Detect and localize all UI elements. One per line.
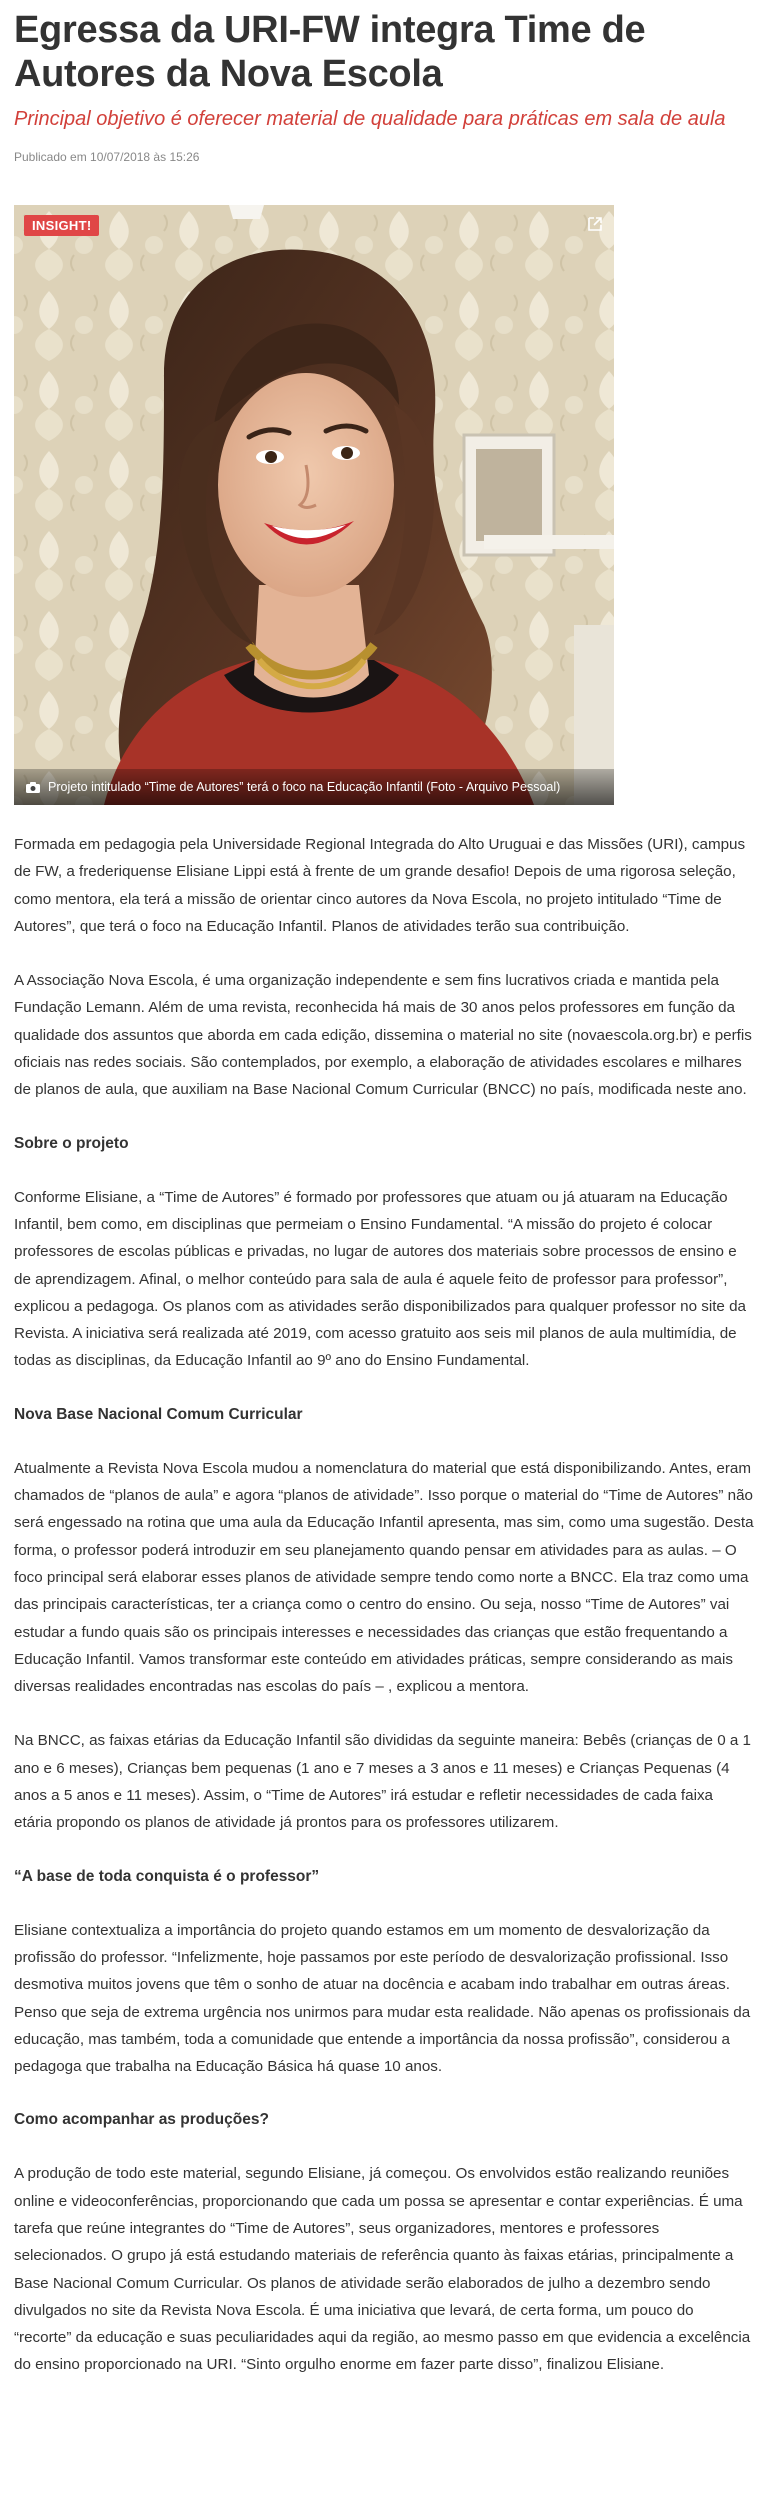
section-heading: Nova Base Nacional Comum Curricular [14, 1405, 303, 1423]
insight-badge: INSIGHT! [24, 215, 99, 236]
publish-date: Publicado em 10/07/2018 às 15:26 [14, 150, 200, 164]
portrait-illustration [14, 205, 614, 805]
section-heading: Como acompanhar as produções? [14, 2111, 269, 2129]
camera-icon [26, 782, 40, 793]
section-heading: Sobre o projeto [14, 1134, 129, 1152]
paragraph: Na BNCC, as faixas etárias da Educação Infantil são divididas da seguinte maneira: Bebês (crianças de 0 a 1 ano e 6 meses), Crianças bem pequenas (1 ano e 7 meses a 3 anos e 11 meses) e Crianças Pequenas (4 anos a 5 anos e 11 meses). Assim, o “Time de Autores” irá estudar e refletir necessidades de cada faixa etária propondo os planos de atividade já prontos para os professores utilizarem. [14, 1732, 752, 1832]
paragraph: Elisiane contextualiza a importância do projeto quando estamos em um momento de desvalorização da profissão do professor. “Infelizmente, hoje passamos por este período de desvalorização profissional. Isso desmotiva muitos jovens que têm o sonho de atuar na docência e acabam indo trabalhar em outras áreas. Penso que seja de extrema urgência nos unirmos para mudar esta realidade. Não apenas os profissionais da educação, mas também, toda a comunidade que entende a importância da nossa profissão”, considerou a pedagoga que trabalha na Educação Básica há quase 10 anos. [14, 1921, 751, 2076]
paragraph: A produção de todo este material, segundo Elisiane, já começou. Os envolvidos estão realizando reuniões online e videoconferências, proporcionando que cada um possa se apresentar e contar experiências. É uma tarefa que reúne integrantes do “Time de Autores”, seus organizadores, mentores e professores selecionados. O grupo já está estudando materiais de referência quanto às faixas etárias, principalmente a Base Nacional Comum Curricular. Os planos de atividade serão elaborados de julho a dezembro sendo divulgados no site da Revista Nova Escola. É uma iniciativa que levará, de certa forma, um pouco do “recorte” da educação e suas peculiaridades aqui da região, ao mesmo passo em que evidencia a excelência do ensino proporcionado na URI. “Sinto orgulho enorme em fazer parte disso”, finalizou Elisiane. [14, 2165, 751, 2374]
section-heading: “A base de toda conquista é o professor” [14, 1867, 320, 1885]
paragraph: Atualmente a Revista Nova Escola mudou a nomenclatura do material que está disponibilizando. Antes, eram chamados de “planos de aula” e agora “planos de atividade”. Isso porque o material do “Time de Autores” não será engessado na rotina que uma aula da Educação Infantil apresenta, mas sim, como uma sugestão. Desta forma, o professor poderá introduzir em seu planejamento quando pensar em atividades para as aulas. – O foco principal será elaborar esses planos de atividade sempre tendo como norte a BNCC. Ela traz como uma das principais características, ter a criança como o centro do ensino. Ou seja, nosso “Time de Autores” vai estudar a fundo quais são os principais interesses e necessidades das crianças que estão frequentando a Educação Infantil. Vamos transformar este conteúdo em atividades práticas, sempre considerando as mais diversas realidades encontradas nas escolas do país – , explicou a mentora. [14, 1459, 754, 1696]
paragraph: Formada em pedagogia pela Universidade Regional Integrada do Alto Uruguai e das Missões (URI), campus de FW, a frederiquense Elisiane Lippi está à frente de um grande desafio! Depois de uma rigorosa seleção, como mentora, ela terá a missão de orientar cinco autores da Nova Escola, no projeto intitulado “Time de Autores”, que terá o foco na Educação Infantil. Planos de atividades terão sua contribuição. [14, 836, 746, 935]
photo-caption-bar [14, 769, 614, 805]
article-body [14, 831, 754, 2379]
paragraph: Conforme Elisiane, a “Time de Autores” é formado por professores que atuam ou já atuaram na Educação Infantil, bem como, em disciplinas que permeiam o Ensino Fundamental. “A missão do projeto é colocar professores de escolas públicas e privadas, no lugar de autores dos materiais sobre processos de ensino e de aprendizagem. Afinal, o melhor conteúdo para sala de aula é aquele feito de professor para professor”, explicou a pedagoga. Os planos com as atividades serão disponibilizados para qualquer professor no site da Revista. A iniciativa será realizada até 2019, com acesso gratuito aos seis mil planos de aula multimídia, de todas as disciplinas, da Educação Infantil ao 9º ano do Ensino Fundamental. [14, 1188, 746, 1370]
photo-caption: Projeto intitulado “Time de Autores” terá o foco na Educação Infantil (Foto - Arquivo Pessoal) [48, 780, 561, 794]
article-page [0, 8, 766, 2379]
article-subtitle: Principal objetivo é oferecer material de qualidade para práticas em sala de aula [14, 108, 726, 130]
expand-icon[interactable] [586, 215, 604, 233]
article-photo[interactable] [14, 205, 614, 805]
paragraph: A Associação Nova Escola, é uma organização independente e sem fins lucrativos criada e mantida pela Fundação Lemann. Além de uma revista, reconhecida há mais de 30 anos pelos professores em função da qualidade dos assuntos que aborda em cada edição, dissemina o material no site (novaescola.org.br) e perfis oficiais nas redes sociais. São contemplados, por exemplo, a elaboração de atividades escolares e milhares de planos de aula, que auxiliam na Base Nacional Comum Curricular (BNCC) no país, modificada neste ano. [14, 972, 752, 1099]
article-title: Egressa da URI-FW integra Time de Autores da Nova Escola [14, 9, 646, 95]
